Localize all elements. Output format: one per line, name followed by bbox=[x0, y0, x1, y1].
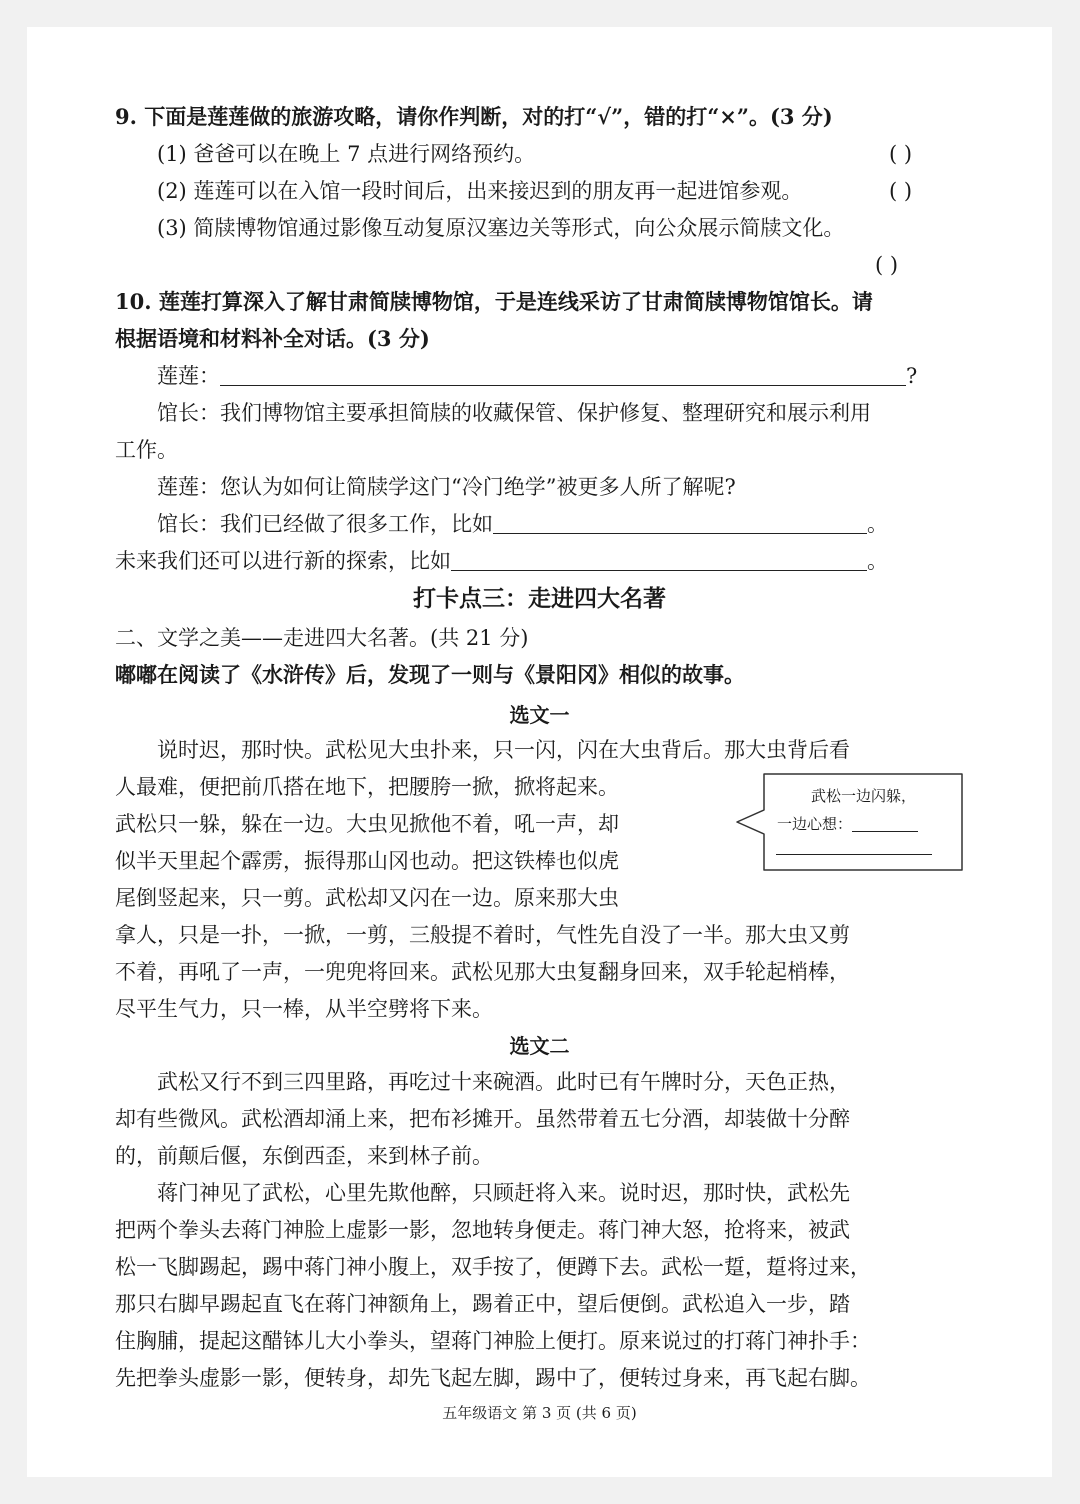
thought-bubble bbox=[734, 772, 994, 902]
passage1-line: 说时迟，那时快。武松见大虫扑来，只一闪，闪在大虫背后。那大虫背后看 bbox=[157, 738, 850, 762]
checkpoint-heading: 打卡点三：走进四大名著 bbox=[413, 585, 666, 612]
q10-title-line1: 10. 莲莲打算深入了解甘肃简牍博物馆，于是连线采访了甘肃简牍博物馆馆长。请 bbox=[115, 289, 873, 314]
passage1-line: 人最难，便把前爪搭在地下，把腰胯一掀，掀将起来。 bbox=[115, 775, 619, 799]
callout-blank-1[interactable] bbox=[852, 815, 918, 832]
answer-blank-2[interactable] bbox=[493, 513, 867, 534]
dialog-line-2-cont: 工作。 bbox=[115, 438, 178, 462]
passage2-line: 松一飞脚踢起，踢中蒋门神小腹上，双手按了，便蹲下去。武松一踅，踅将过来， bbox=[115, 1255, 871, 1279]
period: 。 bbox=[867, 512, 888, 536]
passage2-line: 的，前颠后偃，东倒西歪，来到林子前。 bbox=[115, 1144, 493, 1168]
q9-item-2: (2) 莲莲可以在入馆一段时间后，出来接迟到的朋友再一起进馆参观。 bbox=[157, 179, 803, 203]
callout-line-2 bbox=[777, 814, 918, 834]
passage1-title: 选文一 bbox=[509, 703, 570, 727]
question-mark: ? bbox=[906, 364, 918, 388]
passage2-line: 把两个拳头去蒋门神脸上虚影一影，忽地转身便走。蒋门神大怒，抢将来，被武 bbox=[115, 1218, 850, 1242]
passage2-line: 武松又行不到三四里路，再吃过十来碗酒。此时已有午牌时分，天色正热， bbox=[157, 1070, 850, 1094]
q9-answer-2[interactable]: ( ) bbox=[889, 179, 913, 203]
section-intro: 嘟嘟在阅读了《水浒传》后，发现了一则与《景阳冈》相似的故事。 bbox=[115, 662, 745, 687]
dialog-line-2: 馆长：我们博物馆主要承担简牍的收藏保管、保护修复、整理研究和展示利用 bbox=[157, 401, 871, 425]
future-explore-text: 未来我们还可以进行新的探索，比如 bbox=[115, 549, 451, 573]
section-title: 二、文学之美——走进四大名著。(共 21 分) bbox=[115, 626, 529, 650]
speaker-lianlian: 莲莲： bbox=[157, 364, 220, 388]
answer-blank-1[interactable] bbox=[220, 365, 906, 386]
passage2-line: 却有些微风。武松酒却涌上来，把布衫摊开。虽然带着五七分酒，却装做十分醉 bbox=[115, 1107, 850, 1131]
dialog-line-5 bbox=[115, 547, 888, 575]
passage1-line: 尽平生气力，只一棒，从半空劈将下来。 bbox=[115, 997, 493, 1021]
callout-line-1: 武松一边闪躲， bbox=[811, 787, 917, 805]
callout-prompt: 一边心想： bbox=[777, 815, 853, 833]
passage1-line: 尾倒竖起来，只一剪。武松却又闪在一边。原来那大虫 bbox=[115, 886, 619, 910]
callout-blank-2[interactable] bbox=[776, 838, 932, 855]
q9-item-3: (3) 简牍博物馆通过影像互动复原汉塞边关等形式，向公众展示简牍文化。 bbox=[157, 216, 845, 240]
passage2-line: 住胸脯，提起这醋钵儿大小拳头，望蒋门神脸上便打。原来说过的打蒋门神扑手： bbox=[115, 1329, 871, 1353]
passage2-line: 先把拳头虚影一影，便转身，却先飞起左脚，踢中了，便转过身来，再飞起右脚。 bbox=[115, 1366, 871, 1390]
passage1-line: 似半天里起个霹雳，振得那山冈也动。把这铁棒也似虎 bbox=[115, 849, 619, 873]
exam-page bbox=[27, 27, 1052, 1477]
q9-title: 9. 下面是莲莲做的旅游攻略，请你作判断，对的打“√”，错的打“×”。(3 分) bbox=[115, 104, 833, 129]
passage1-line: 拿人，只是一扑，一掀，一剪，三般提不着时，气性先自没了一半。那大虫又剪 bbox=[115, 923, 850, 947]
dialog-line-1 bbox=[157, 362, 917, 390]
passage2-title: 选文二 bbox=[509, 1034, 570, 1058]
passage2-line: 蒋门神见了武松，心里先欺他醉，只顾赶将入来。说时迟，那时快，武松先 bbox=[157, 1181, 850, 1205]
q9-item-1: (1) 爸爸可以在晚上 7 点进行网络预约。 bbox=[157, 142, 536, 166]
period: 。 bbox=[867, 549, 888, 573]
q9-answer-3[interactable]: ( ) bbox=[875, 253, 899, 277]
passage1-line: 武松只一躲，躲在一边。大虫见掀他不着，吼一声，却 bbox=[115, 812, 619, 836]
passage1-line: 不着，再吼了一声，一兜兜将回来。武松见那大虫复翻身回来，双手轮起梢棒， bbox=[115, 960, 850, 984]
passage2-line: 那只右脚早踢起直飞在蒋门神额角上，踢着正中，望后便倒。武松追入一步，踏 bbox=[115, 1292, 850, 1316]
dialog-line-4 bbox=[157, 510, 888, 538]
page-footer: 五年级语文 第 3 页 (共 6 页) bbox=[442, 1404, 637, 1422]
dialog-line-3: 莲莲：您认为如何让简牍学这门“冷门绝学”被更多人所了解呢? bbox=[157, 475, 736, 499]
q9-answer-1[interactable]: ( ) bbox=[889, 142, 913, 166]
answer-blank-3[interactable] bbox=[451, 550, 867, 571]
curator-example-text: 馆长：我们已经做了很多工作，比如 bbox=[157, 512, 493, 536]
q10-title-line2: 根据语境和材料补全对话。(3 分) bbox=[115, 326, 430, 351]
